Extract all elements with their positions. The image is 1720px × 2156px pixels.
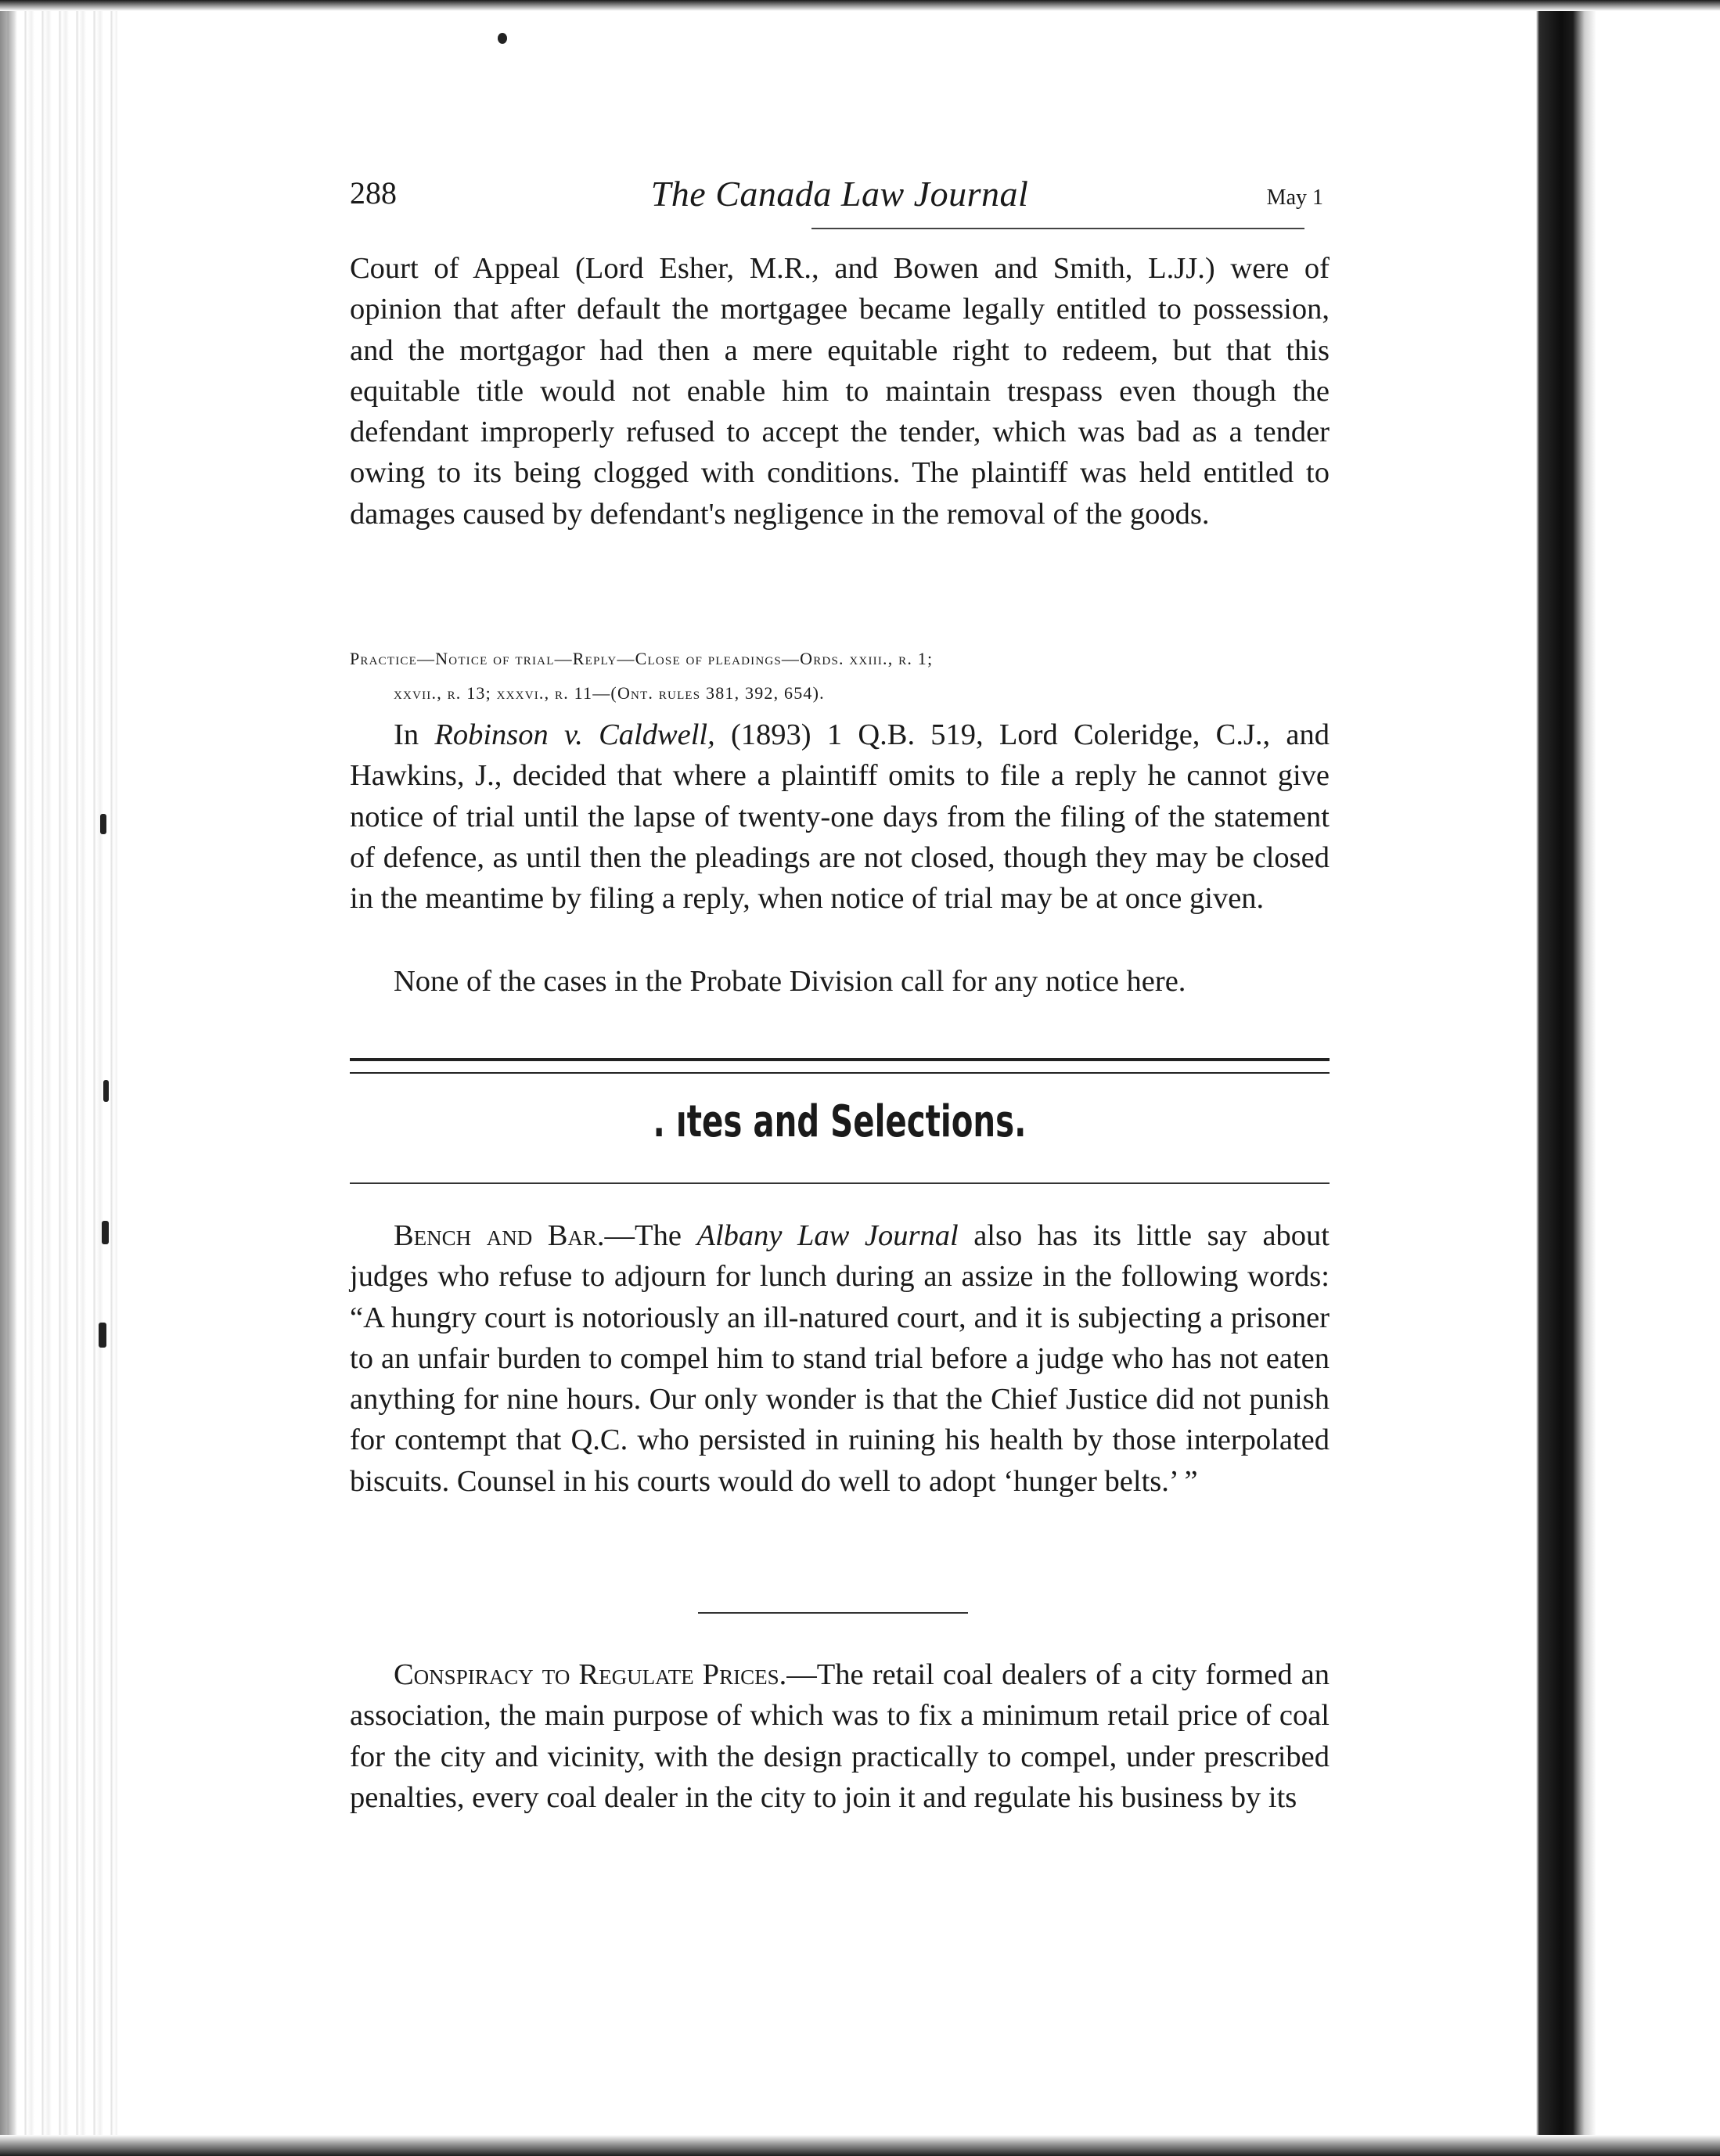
article-separator-rule (698, 1612, 968, 1614)
journal-title: The Canada Law Journal (650, 174, 1029, 214)
albany-law-journal: Albany Law Journal (696, 1219, 959, 1252)
scan-speck (498, 33, 507, 44)
section-title-rule (350, 1182, 1330, 1184)
scan-top-edge (0, 0, 1720, 11)
scan-right-binding-shadow (1530, 0, 1720, 2156)
conspiracy-heading: Conspiracy to Regulate Prices. (394, 1658, 787, 1691)
scan-bottom-edge (0, 2135, 1720, 2156)
paragraph-conspiracy (350, 1654, 1330, 1818)
running-header (350, 168, 1330, 223)
paragraph-robinson-v-caldwell (350, 714, 1330, 919)
scan-speck (102, 1221, 109, 1244)
scan-speck (100, 814, 106, 834)
scan-speck (103, 1080, 109, 1102)
header-date: May 1 (1266, 185, 1323, 210)
case-name: Robinson v. Caldwell, (434, 718, 715, 751)
paragraph-bench-and-bar (350, 1215, 1330, 1502)
bench-dash: —The (604, 1219, 697, 1252)
bench-rest: also has its little say about judges who refuse to adjourn for lunch during an assize in the following words: “A hungry court is notoriously an ill-natured court, and it is subjecting a prisoner to an unfair burden to compel him to stand trial before a judge who has not eaten anything for nine hours. Our only wonder is that the Chief Justice did not punish for contempt that Q.C. who persisted in ruining his health by those interpolated biscuits. Counsel in his courts would do well to adopt ‘hunger belts.’ ” (350, 1219, 1330, 1498)
scan-speck (99, 1323, 106, 1348)
page-number: 288 (350, 175, 397, 211)
paragraph-court-of-appeal: Court of Appeal (Lord Esher, M.R., and Bowen and Smith, L.JJ.) were of opinion that after default the mortgagee became legally entitled to possession, and the mortgagor had then a mere equitable right to redeem, but that this equitable title would not enable him to maintain trespass even though the defendant improperly refused to accept the tender, which was bad as a tender owing to its being clogged with conditions. The plaintiff was held entitled to damages caused by defendant's negligence in the removal of the goods. (350, 252, 1330, 531)
section-title: . ıtes and Selections. (653, 1096, 1027, 1147)
practice-heading (350, 642, 1330, 711)
conspiracy-rest: —The retail coal dealers of a city formed an association, the main purpose of which was to fix a minimum retail price of coal for the city and vicinity, with the design practically to compel, under prescribed penalties, every coal dealer in the city to join it and regulate his business by its (350, 1658, 1330, 1814)
bench-and-bar-heading: Bench and Bar. (394, 1219, 605, 1252)
section-double-rule (350, 1058, 1330, 1074)
robinson-prefix: In (394, 718, 435, 751)
scan-left-edge-texture (0, 0, 117, 2156)
robinson-rest: (1893) 1 Q.B. 519, Lord Coleridge, C.J., and Hawkins, J., decided that where a plaintiff omits to file a reply he cannot give notice of trial until the lapse of twenty-one days from the filing of the statement of defence, as until then the pleadings are not closed, though they may be closed in the meantime by filing a reply, when notice of trial may be at once given. (350, 718, 1330, 916)
scan-left-shadow (0, 0, 17, 2156)
practice-heading-line2: xxvii., r. 13; xxxvi., r. 11—(Ont. rules 381, 392, 654). (394, 683, 825, 703)
practice-heading-line1: Practice—Notice of trial—Reply—Close of pleadings—Ords. xxiii., r. 1; (350, 649, 934, 668)
header-rule (811, 228, 1304, 229)
paragraph-probate-division: None of the cases in the Probate Division call for any notice here. (394, 965, 1186, 998)
